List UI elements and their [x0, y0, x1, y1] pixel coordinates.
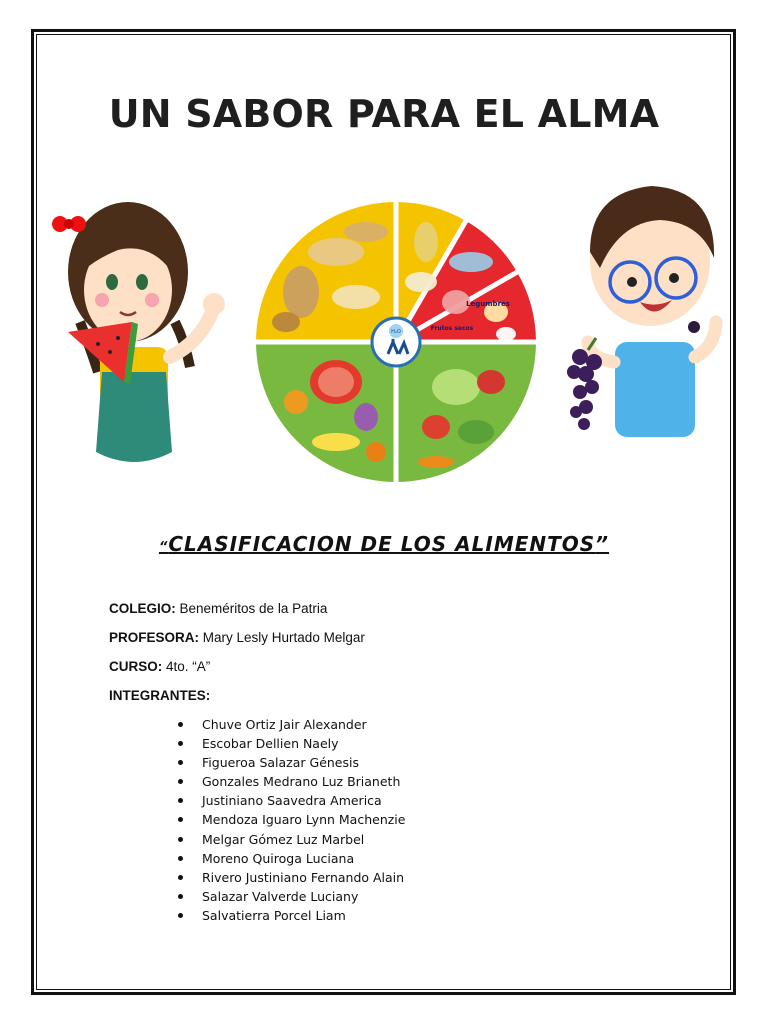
colegio-label: COLEGIO: — [109, 601, 176, 616]
girl-illustration — [52, 202, 225, 462]
list-item: Moreno Quiroga Luciana — [176, 849, 405, 868]
list-item: Salazar Valverde Luciany — [176, 887, 405, 906]
list-item: Salvatierra Porcel Liam — [176, 906, 405, 925]
subtitle-open-quote: “ — [158, 540, 169, 555]
list-item: Justiniano Saavedra America — [176, 791, 405, 810]
subtitle-close-quote: ” — [595, 532, 610, 556]
list-item: Rivero Justiniano Fernando Alain — [176, 868, 405, 887]
water-badge-label: H₂O — [391, 329, 401, 335]
curso-row — [109, 659, 210, 674]
food-plate-illustration — [40, 172, 730, 492]
members-list — [176, 715, 405, 925]
curso-value: 4to. “A” — [166, 659, 211, 674]
list-item: Melgar Gómez Luz Marbel — [176, 830, 405, 849]
food-plate — [253, 199, 539, 485]
list-item: Gonzales Medrano Luz Brianeth — [176, 772, 405, 791]
curso-label: CURSO: — [109, 659, 163, 674]
list-item: Chuve Ortiz Jair Alexander — [176, 715, 405, 734]
frutos-secos-label: Frutos secos — [430, 325, 474, 332]
colegio-value: Beneméritos de la Patria — [179, 601, 328, 616]
list-item: Figueroa Salazar Génesis — [176, 753, 405, 772]
integrantes-row — [109, 688, 210, 703]
colegio-row — [109, 601, 327, 616]
document-subtitle — [0, 532, 768, 556]
profesora-row — [109, 630, 365, 645]
subtitle-text: CLASIFICACION DE LOS ALIMENTOS — [168, 532, 596, 556]
document-title: UN SABOR PARA EL ALMA — [108, 92, 660, 136]
profesora-label: PROFESORA: — [109, 630, 200, 645]
list-item: Mendoza Iguaro Lynn Machenzie — [176, 810, 405, 829]
integrantes-label: INTEGRANTES: — [109, 688, 211, 703]
list-item: Escobar Dellien Naely — [176, 734, 405, 753]
boy-illustration — [567, 186, 716, 437]
legumbres-label: Legumbres — [466, 300, 510, 308]
profesora-value: Mary Lesly Hurtado Melgar — [202, 630, 365, 645]
